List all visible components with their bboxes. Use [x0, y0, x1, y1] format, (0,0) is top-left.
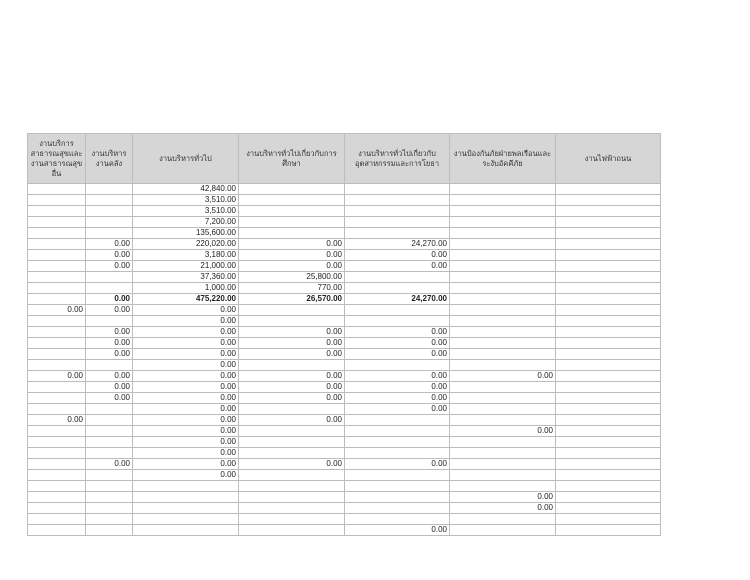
table-cell[interactable]: 0.00 [133, 426, 239, 437]
table-cell[interactable]: 0.00 [86, 382, 133, 393]
table-cell[interactable]: 0.00 [86, 261, 133, 272]
table-cell[interactable] [239, 448, 345, 459]
table-cell[interactable] [345, 426, 450, 437]
table-cell[interactable]: 26,570.00 [239, 294, 345, 305]
table-cell[interactable] [556, 239, 661, 250]
table-cell[interactable] [345, 470, 450, 481]
table-cell[interactable] [450, 250, 556, 261]
column-header[interactable]: งานบริการสาธารณสุขและงานสาธารณสุขอื่น [28, 134, 86, 184]
table-cell[interactable]: 0.00 [133, 327, 239, 338]
table-cell[interactable] [345, 217, 450, 228]
column-header[interactable]: งานบริหารทั่วไปเกี่ยวกับอุตสาหกรรมและการโยธา [345, 134, 450, 184]
table-cell[interactable] [86, 437, 133, 448]
table-cell[interactable] [28, 492, 86, 503]
table-row [28, 514, 661, 525]
table-cell[interactable]: 0.00 [86, 371, 133, 382]
table-cell[interactable]: 0.00 [86, 327, 133, 338]
table-cell[interactable] [239, 360, 345, 371]
table-cell[interactable]: 0.00 [345, 338, 450, 349]
table-cell[interactable] [239, 481, 345, 492]
table-cell[interactable] [450, 382, 556, 393]
table-cell[interactable] [28, 316, 86, 327]
table-cell[interactable] [239, 514, 345, 525]
table-cell[interactable] [450, 338, 556, 349]
table-cell[interactable] [556, 393, 661, 404]
table-row [28, 525, 661, 536]
table-cell[interactable]: 0.00 [239, 415, 345, 426]
table-cell[interactable] [556, 338, 661, 349]
table-cell[interactable]: 0.00 [345, 250, 450, 261]
table-cell[interactable] [28, 382, 86, 393]
table-cell[interactable] [86, 492, 133, 503]
table-cell[interactable] [345, 514, 450, 525]
table-row [28, 206, 661, 217]
budget-table [27, 133, 661, 536]
table-cell[interactable]: 0.00 [239, 261, 345, 272]
table-cell[interactable] [28, 503, 86, 514]
table-cell[interactable]: 0.00 [133, 459, 239, 470]
table-cell[interactable] [86, 415, 133, 426]
table-cell[interactable]: 0.00 [133, 382, 239, 393]
table-row [28, 305, 661, 316]
table-cell[interactable]: 3,510.00 [133, 195, 239, 206]
table-cell[interactable] [239, 503, 345, 514]
table-cell[interactable]: 0.00 [86, 393, 133, 404]
table-cell[interactable]: 0.00 [133, 415, 239, 426]
table-cell[interactable] [239, 228, 345, 239]
table-cell[interactable] [556, 217, 661, 228]
table-row [28, 448, 661, 459]
table-cell[interactable] [556, 492, 661, 503]
table-cell[interactable] [450, 481, 556, 492]
spreadsheet [27, 133, 661, 536]
table-cell[interactable] [556, 371, 661, 382]
table-row [28, 404, 661, 415]
table-cell[interactable] [556, 316, 661, 327]
table-row [28, 184, 661, 195]
table-cell[interactable] [28, 437, 86, 448]
table-cell[interactable]: 0.00 [28, 305, 86, 316]
table-cell[interactable] [86, 525, 133, 536]
table-cell[interactable] [556, 448, 661, 459]
table-cell[interactable] [556, 382, 661, 393]
table-cell[interactable] [133, 503, 239, 514]
table-cell[interactable]: 0.00 [239, 250, 345, 261]
table-cell[interactable] [450, 327, 556, 338]
table-cell[interactable]: 0.00 [86, 239, 133, 250]
table-cell[interactable] [556, 481, 661, 492]
table-cell[interactable] [345, 492, 450, 503]
table-cell[interactable] [28, 239, 86, 250]
table-cell[interactable] [86, 272, 133, 283]
table-cell[interactable] [450, 316, 556, 327]
table-cell[interactable] [556, 437, 661, 448]
table-cell[interactable] [556, 525, 661, 536]
column-header[interactable]: งานบริหารงานคลัง [86, 134, 133, 184]
table-cell[interactable]: 0.00 [239, 239, 345, 250]
table-cell[interactable] [450, 272, 556, 283]
table-row [28, 382, 661, 393]
table-cell[interactable]: 0.00 [450, 426, 556, 437]
table-cell[interactable] [450, 514, 556, 525]
table-cell[interactable] [28, 217, 86, 228]
table-cell[interactable] [28, 448, 86, 459]
table-cell[interactable]: 1,000.00 [133, 283, 239, 294]
table-cell[interactable] [239, 316, 345, 327]
table-cell[interactable]: 0.00 [86, 305, 133, 316]
table-cell[interactable] [28, 261, 86, 272]
table-cell[interactable]: 0.00 [345, 525, 450, 536]
table-cell[interactable] [133, 525, 239, 536]
table-cell[interactable] [345, 360, 450, 371]
table-cell[interactable]: 0.00 [239, 349, 345, 360]
column-header[interactable]: งานป้องกันภัยฝ่ายพลเรือนและระงับอัคคีภัย [450, 134, 556, 184]
table-cell[interactable]: 0.00 [239, 393, 345, 404]
table-cell[interactable]: 0.00 [133, 338, 239, 349]
table-cell[interactable] [450, 294, 556, 305]
table-cell[interactable] [86, 206, 133, 217]
table-cell[interactable] [345, 228, 450, 239]
column-header[interactable]: งานบริหารทั่วไปเกี่ยวกับการศึกษา [239, 134, 345, 184]
table-cell[interactable]: 0.00 [133, 448, 239, 459]
table-cell[interactable]: 0.00 [133, 437, 239, 448]
table-row [28, 393, 661, 404]
table-row [28, 261, 661, 272]
table-cell[interactable]: 0.00 [345, 349, 450, 360]
table-cell[interactable]: 0.00 [86, 250, 133, 261]
table-cell[interactable]: 475,220.00 [133, 294, 239, 305]
table-cell[interactable] [345, 503, 450, 514]
table-cell[interactable]: 0.00 [239, 371, 345, 382]
table-cell[interactable] [28, 184, 86, 195]
table-cell[interactable]: 0.00 [86, 294, 133, 305]
table-cell[interactable]: 135,600.00 [133, 228, 239, 239]
table-cell[interactable] [133, 492, 239, 503]
table-cell[interactable]: 0.00 [345, 261, 450, 272]
table-cell[interactable] [28, 206, 86, 217]
table-cell[interactable] [345, 283, 450, 294]
table-cell[interactable]: 24,270.00 [345, 294, 450, 305]
table-cell[interactable] [556, 470, 661, 481]
table-cell[interactable]: 21,000.00 [133, 261, 239, 272]
table-cell[interactable] [556, 459, 661, 470]
table-row [28, 437, 661, 448]
table-cell[interactable] [556, 261, 661, 272]
table-cell[interactable] [345, 448, 450, 459]
table-cell[interactable] [239, 437, 345, 448]
table-cell[interactable] [86, 404, 133, 415]
table-row [28, 481, 661, 492]
table-row [28, 503, 661, 514]
table-cell[interactable] [450, 393, 556, 404]
table-cell[interactable] [556, 228, 661, 239]
table-cell[interactable] [450, 437, 556, 448]
table-cell[interactable] [28, 250, 86, 261]
table-cell[interactable] [345, 415, 450, 426]
table-row [28, 492, 661, 503]
table-cell[interactable] [556, 184, 661, 195]
table-cell[interactable] [556, 206, 661, 217]
table-cell[interactable] [28, 514, 86, 525]
table-row [28, 272, 661, 283]
table-cell[interactable] [239, 404, 345, 415]
table-cell[interactable]: 0.00 [345, 404, 450, 415]
table-cell[interactable]: 0.00 [450, 371, 556, 382]
table-cell[interactable] [450, 360, 556, 371]
table-cell[interactable]: 0.00 [133, 404, 239, 415]
table-cell[interactable] [28, 349, 86, 360]
table-cell[interactable] [450, 184, 556, 195]
table-cell[interactable] [86, 360, 133, 371]
table-row [28, 195, 661, 206]
table-row [28, 360, 661, 371]
table-cell[interactable]: 0.00 [450, 492, 556, 503]
table-cell[interactable] [450, 470, 556, 481]
table-cell[interactable]: 0.00 [86, 338, 133, 349]
table-cell[interactable] [28, 525, 86, 536]
table-cell[interactable]: 7,200.00 [133, 217, 239, 228]
table-cell[interactable]: 3,180.00 [133, 250, 239, 261]
table-cell[interactable] [556, 250, 661, 261]
table-cell[interactable]: 0.00 [133, 393, 239, 404]
table-cell[interactable]: 0.00 [345, 371, 450, 382]
header-row [28, 134, 661, 184]
table-cell[interactable] [556, 195, 661, 206]
table-cell[interactable] [556, 360, 661, 371]
table-cell[interactable] [239, 217, 345, 228]
table-cell[interactable] [28, 481, 86, 492]
table-cell[interactable] [450, 525, 556, 536]
table-cell[interactable]: 770.00 [239, 283, 345, 294]
table-cell[interactable]: 0.00 [345, 382, 450, 393]
table-row [28, 316, 661, 327]
table-cell[interactable]: 0.00 [133, 470, 239, 481]
table-cell[interactable] [239, 206, 345, 217]
table-cell[interactable] [28, 294, 86, 305]
table-cell[interactable] [86, 426, 133, 437]
table-cell[interactable]: 3,510.00 [133, 206, 239, 217]
table-row [28, 250, 661, 261]
table-cell[interactable] [86, 228, 133, 239]
table-cell[interactable]: 220,020.00 [133, 239, 239, 250]
table-cell[interactable]: 37,360.00 [133, 272, 239, 283]
table-row [28, 239, 661, 250]
table-cell[interactable] [28, 228, 86, 239]
table-cell[interactable] [345, 195, 450, 206]
table-cell[interactable] [450, 459, 556, 470]
table-cell[interactable]: 0.00 [133, 316, 239, 327]
table-cell[interactable]: 0.00 [133, 371, 239, 382]
table-cell[interactable] [556, 349, 661, 360]
table-cell[interactable] [239, 305, 345, 316]
table-cell[interactable] [28, 327, 86, 338]
table-cell[interactable] [86, 217, 133, 228]
table-row [28, 338, 661, 349]
table-cell[interactable] [450, 448, 556, 459]
table-cell[interactable]: 0.00 [345, 393, 450, 404]
table-row [28, 470, 661, 481]
table-cell[interactable] [28, 360, 86, 371]
table-row [28, 459, 661, 470]
table-cell[interactable] [556, 305, 661, 316]
table-row [28, 349, 661, 360]
table-cell[interactable] [450, 404, 556, 415]
table-cell[interactable] [239, 492, 345, 503]
table-cell[interactable]: 0.00 [133, 349, 239, 360]
table-cell[interactable] [556, 503, 661, 514]
table-cell[interactable] [450, 206, 556, 217]
table-cell[interactable] [86, 470, 133, 481]
table-cell[interactable]: 0.00 [345, 459, 450, 470]
table-cell[interactable] [556, 294, 661, 305]
table-cell[interactable] [239, 426, 345, 437]
table-cell[interactable]: 0.00 [28, 415, 86, 426]
table-row [28, 228, 661, 239]
table-cell[interactable] [345, 272, 450, 283]
table-cell[interactable]: 0.00 [450, 503, 556, 514]
table-row [28, 415, 661, 426]
table-cell[interactable]: 0.00 [133, 360, 239, 371]
table-cell[interactable] [556, 283, 661, 294]
table-cell[interactable] [28, 283, 86, 294]
table-row [28, 217, 661, 228]
table-row [28, 426, 661, 437]
table-cell[interactable] [28, 404, 86, 415]
table-cell[interactable] [133, 514, 239, 525]
table-cell[interactable]: 0.00 [239, 459, 345, 470]
table-cell[interactable]: 0.00 [133, 305, 239, 316]
table-cell[interactable] [345, 206, 450, 217]
table-cell[interactable]: 0.00 [86, 459, 133, 470]
table-row [28, 327, 661, 338]
column-header[interactable]: งานบริหารทั่วไป [133, 134, 239, 184]
table-cell[interactable] [239, 184, 345, 195]
table-cell[interactable]: 0.00 [86, 349, 133, 360]
table-cell[interactable] [86, 195, 133, 206]
table-cell[interactable] [450, 239, 556, 250]
table-row [28, 371, 661, 382]
column-header[interactable]: งานไฟฟ้าถนน [556, 134, 661, 184]
table-cell[interactable] [450, 305, 556, 316]
table-cell[interactable] [86, 184, 133, 195]
table-cell[interactable] [450, 261, 556, 272]
table-cell[interactable] [345, 437, 450, 448]
table-cell[interactable] [239, 470, 345, 481]
table-cell[interactable]: 24,270.00 [345, 239, 450, 250]
table-cell[interactable] [556, 514, 661, 525]
table-cell[interactable] [450, 195, 556, 206]
table-cell[interactable] [86, 503, 133, 514]
table-cell[interactable] [28, 338, 86, 349]
table-cell[interactable] [450, 349, 556, 360]
table-cell[interactable] [345, 305, 450, 316]
table-cell[interactable]: 42,840.00 [133, 184, 239, 195]
table-cell[interactable] [86, 448, 133, 459]
table-cell[interactable]: 0.00 [239, 338, 345, 349]
table-cell[interactable] [345, 316, 450, 327]
table-cell[interactable] [556, 272, 661, 283]
table-cell[interactable] [86, 481, 133, 492]
table-cell[interactable]: 25,800.00 [239, 272, 345, 283]
table-cell[interactable] [239, 195, 345, 206]
table-cell[interactable]: 0.00 [345, 327, 450, 338]
table-body [28, 184, 661, 536]
table-cell[interactable] [28, 195, 86, 206]
table-cell[interactable] [133, 481, 239, 492]
table-cell[interactable] [450, 283, 556, 294]
table-cell[interactable] [239, 525, 345, 536]
table-cell[interactable] [28, 272, 86, 283]
total-row [28, 294, 661, 305]
table-row [28, 283, 661, 294]
table-cell[interactable] [556, 426, 661, 437]
table-cell[interactable] [28, 393, 86, 404]
table-cell[interactable] [450, 415, 556, 426]
table-cell[interactable]: 0.00 [239, 382, 345, 393]
table-cell[interactable] [450, 217, 556, 228]
table-cell[interactable]: 0.00 [239, 327, 345, 338]
table-cell[interactable] [345, 184, 450, 195]
table-cell[interactable] [86, 283, 133, 294]
table-cell[interactable] [556, 327, 661, 338]
table-cell[interactable] [345, 481, 450, 492]
table-cell[interactable] [28, 459, 86, 470]
table-cell[interactable] [86, 316, 133, 327]
table-cell[interactable] [28, 470, 86, 481]
table-cell[interactable] [556, 404, 661, 415]
table-cell[interactable]: 0.00 [28, 371, 86, 382]
table-cell[interactable] [450, 228, 556, 239]
table-cell[interactable] [556, 415, 661, 426]
table-cell[interactable] [28, 426, 86, 437]
table-cell[interactable] [86, 514, 133, 525]
